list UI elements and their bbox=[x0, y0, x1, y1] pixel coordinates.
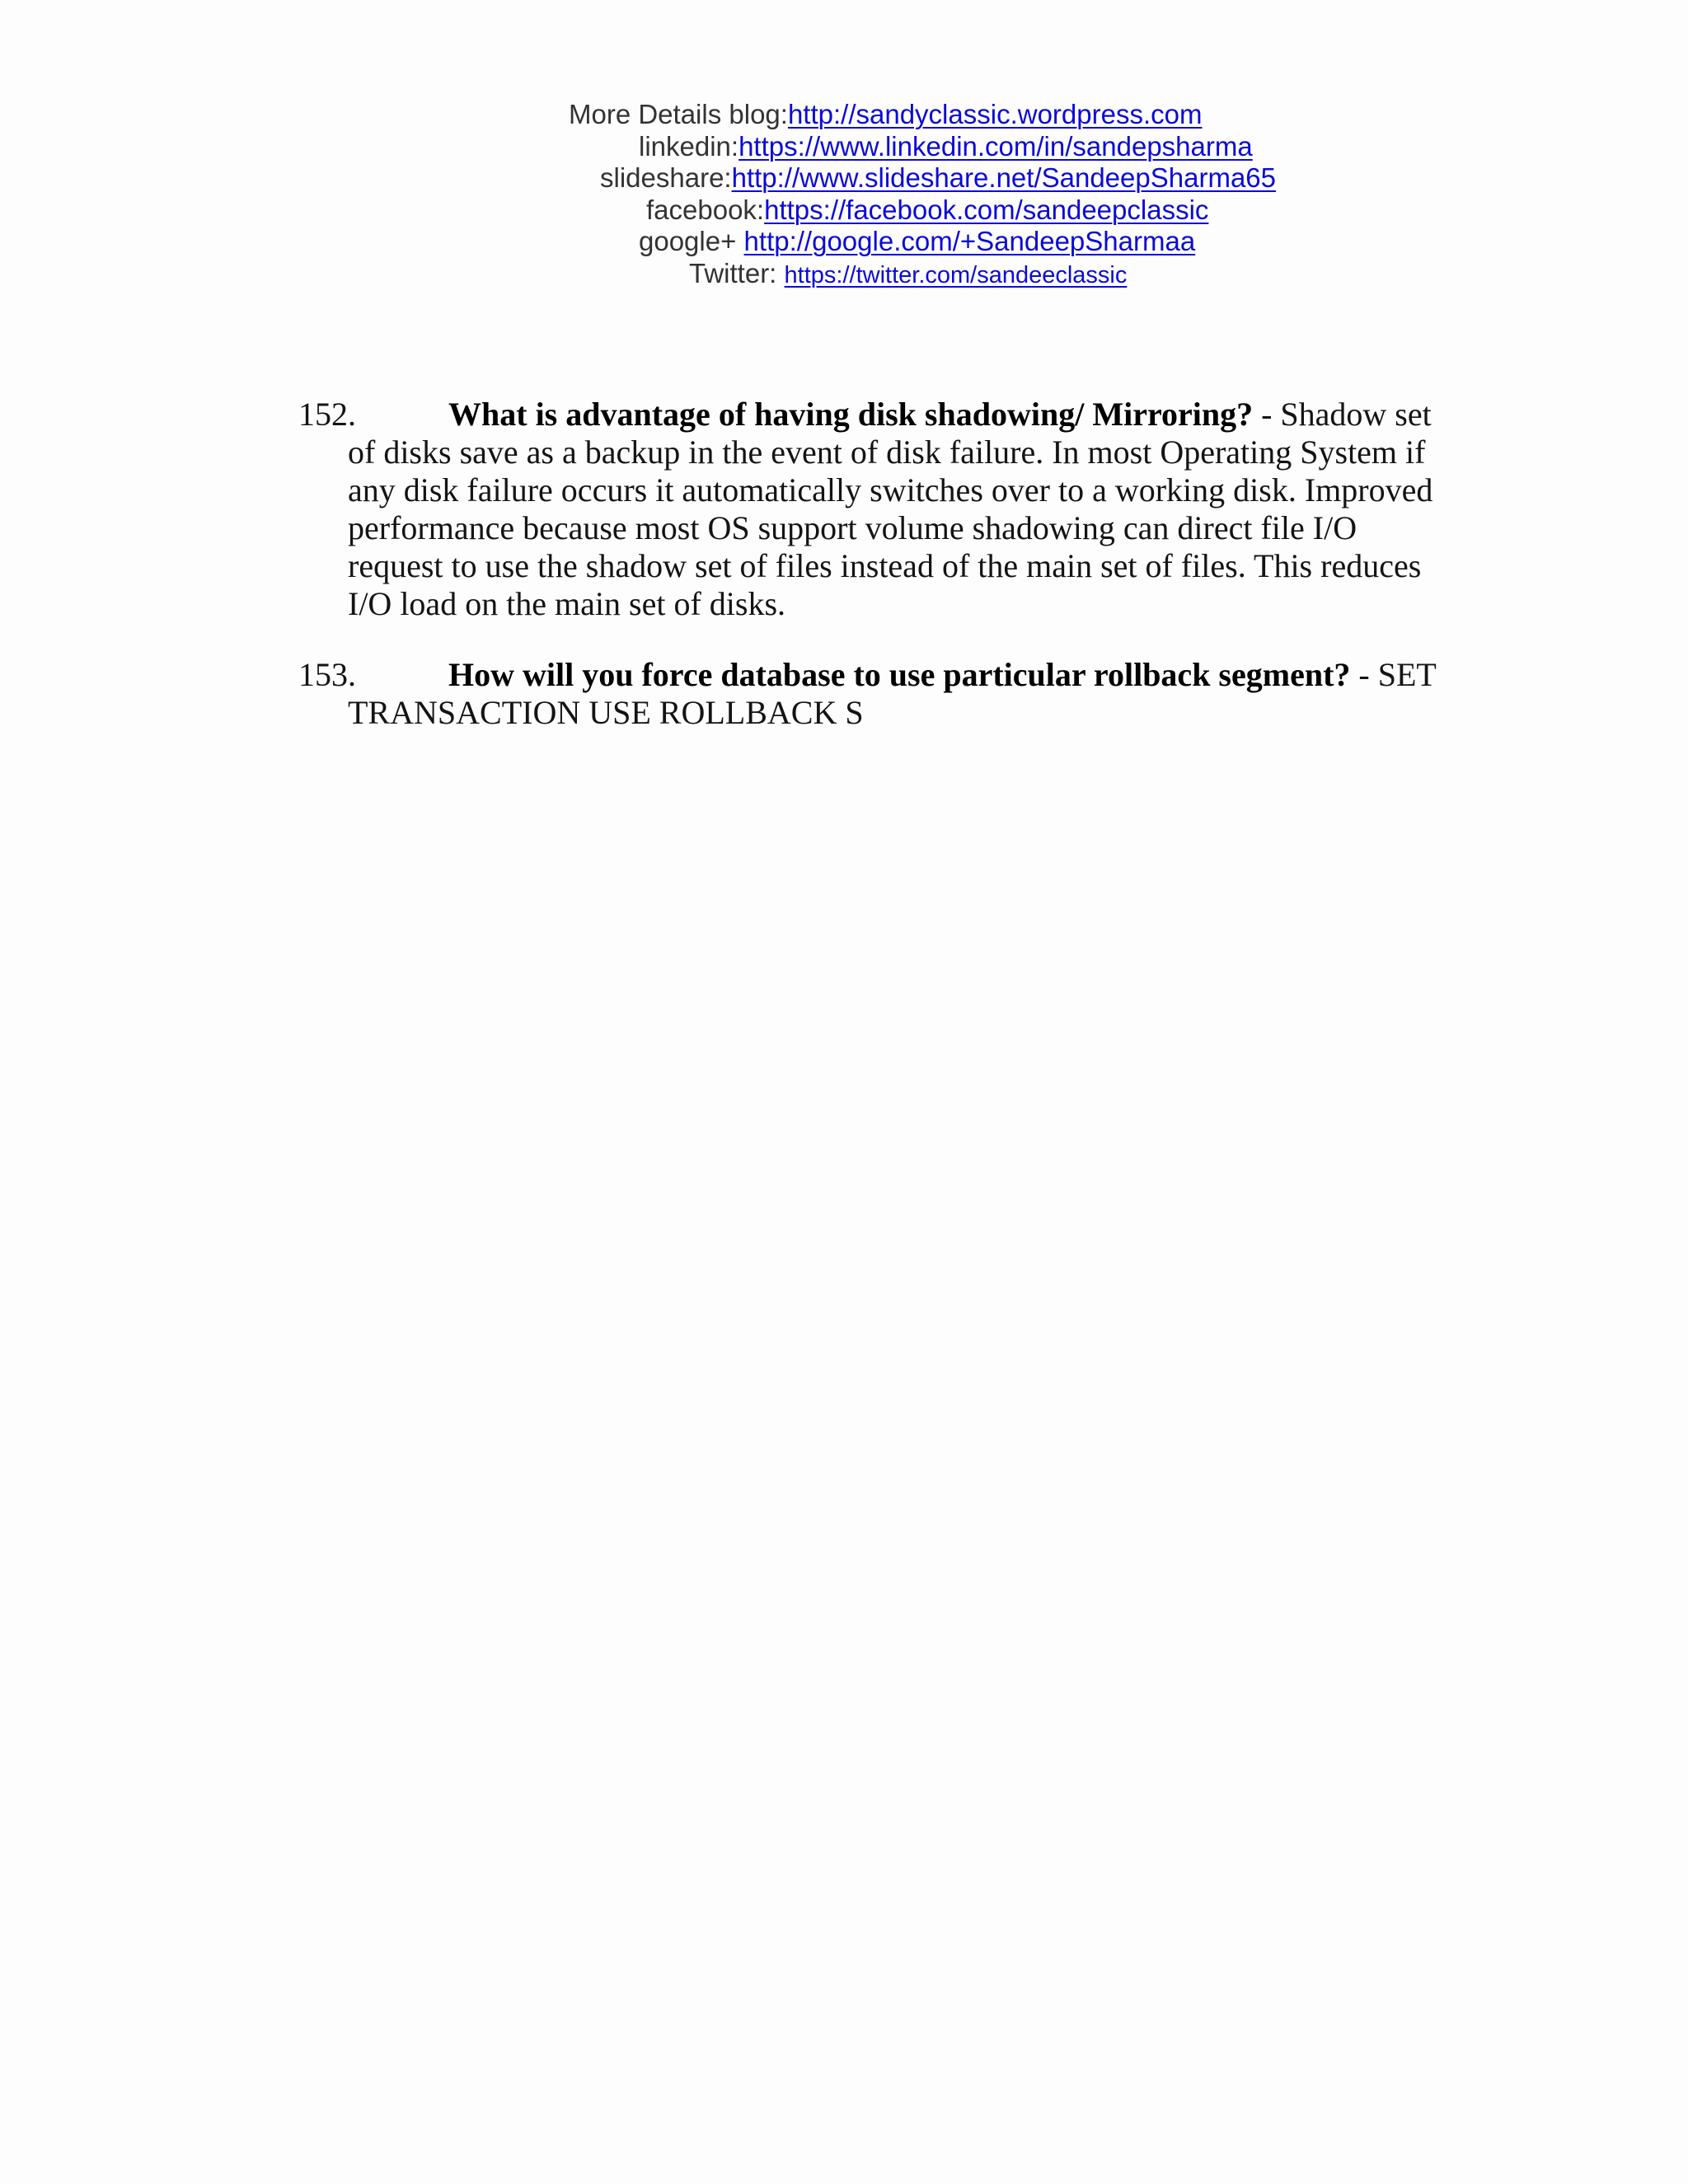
question-body bbox=[348, 656, 1452, 732]
blog-link-row bbox=[569, 99, 1202, 131]
blog-label: More Details blog: bbox=[569, 99, 788, 129]
question-number: 153. bbox=[298, 656, 356, 693]
facebook-label: facebook: bbox=[646, 194, 765, 225]
linkedin-label: linkedin: bbox=[639, 130, 739, 162]
question-body bbox=[348, 396, 1452, 623]
slideshare-label: slideshare: bbox=[600, 162, 732, 193]
twitter-link-row bbox=[689, 258, 1127, 290]
linkedin-link-row bbox=[639, 131, 1253, 163]
slideshare-link-row bbox=[600, 162, 1276, 194]
question-number: 152. bbox=[298, 396, 356, 433]
question-item-152 bbox=[0, 396, 1688, 623]
google-plus-link-row bbox=[639, 226, 1195, 258]
blog-link[interactable]: http://sandyclassic.wordpress.com bbox=[787, 99, 1203, 129]
question-text: What is advantage of having disk shadowing/ Mirroring? bbox=[448, 396, 1254, 433]
facebook-link[interactable]: https://facebook.com/sandeepclassic bbox=[764, 194, 1209, 225]
twitter-label: Twitter: bbox=[689, 257, 785, 288]
slideshare-link[interactable]: http://www.slideshare.net/SandeepSharma65 bbox=[731, 162, 1276, 193]
question-item-153 bbox=[0, 656, 1688, 732]
google-plus-label: google+ bbox=[639, 226, 744, 256]
facebook-link-row bbox=[646, 194, 1208, 227]
twitter-link[interactable]: https://twitter.com/sandeeclassic bbox=[784, 261, 1128, 288]
linkedin-link[interactable]: https://www.linkedin.com/in/sandepsharma bbox=[738, 130, 1253, 162]
question-text: How will you force database to use particular rollback segment? bbox=[448, 656, 1351, 693]
answer-text: - SET TRANSACTION USE ROLLBACK S bbox=[348, 656, 1437, 731]
answer-text: - Shadow set of disks save as a backup in the event of disk failure. In most Operating System if any disk failure occurs it automatically switches over to a working disk. Improved performance because most OS support volume shadowing can direct file I/O request to use the shadow set of files instead of the main set of files. This reduces I/O load on the main set of disks. bbox=[348, 396, 1433, 622]
google-plus-link[interactable]: http://google.com/+SandeepSharmaa bbox=[743, 226, 1196, 256]
question-list bbox=[0, 363, 1688, 765]
